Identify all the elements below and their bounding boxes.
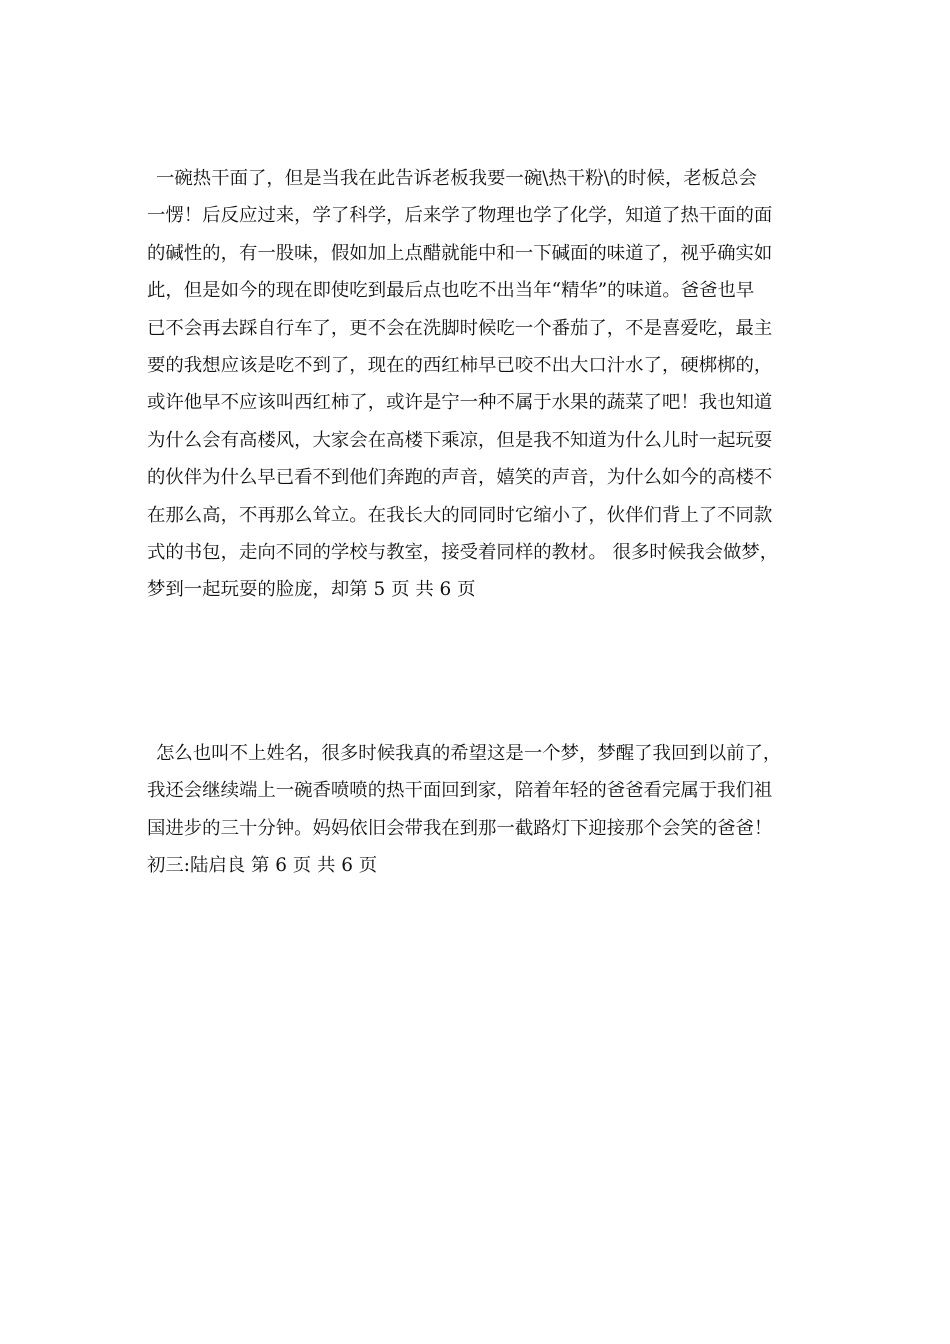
text-line: 式的书包，走向不同的学校与教室，接受着同样的教材。 很多时候我会做梦， [147,541,779,563]
text-line: 我还会继续端上一碗香喷喷的热干面回到家，陪着年轻的爸爸看完属于我们祖 [147,780,773,802]
text-line: 一碗热干面了，但是当我在此告诉老板我要一碗\热干粉\的时候，老板总会 [156,168,757,189]
text-line: 怎么也叫不上姓名，很多时候我真的希望这是一个梦，梦醒了我回到以前了， [156,743,782,764]
text-line: 国进步的三十分钟。妈妈依旧会带我在到那一截路灯下迎接那个会笑的爸爸！ [147,817,773,839]
text-line: 为什么会有高楼风，大家会在高楼下乘凉，但是我不知道为什么儿时一起玩耍 [147,429,773,451]
text-line: 在那么高，不再那么耸立。在我长大的同同时它缩小了，伙伴们背上了不同款 [147,504,773,526]
text-line: 的碱性的，有一股味，假如加上点醋就能中和一下碱面的味道了，视乎确实如 [147,242,773,264]
page-footer-line: 初三:陆启良 第 6 页 共 6 页 [147,855,378,877]
paragraph-page-5 [147,160,807,609]
paragraph-page-6 [147,735,807,885]
text-line: 或许他早不应该叫西红柿了，或许是宁一种不属于水果的蔬菜了吧！我也知道 [147,392,773,414]
text-line: 的伙伴为什么早已看不到他们奔跑的声音，嬉笑的声音，为什么如今的高楼不 [147,467,773,489]
text-line: 已不会再去踩自行车了，更不会在洗脚时候吃一个番茄了，不是喜爱吃，最主 [147,317,773,339]
page-footer-line: 梦到一起玩耍的脸庞，却第 5 页 共 6 页 [147,579,476,601]
text-line: 此，但是如今的现在即使吃到最后点也吃不出当年“精华”的味道。爸爸也早 [147,280,755,302]
text-line: 一愣！后反应过来，学了科学，后来学了物理也学了化学，知道了热干面的面 [147,205,773,227]
text-line: 要的我想应该是吃不到了，现在的西红柿早已咬不出大口汁水了，硬梆梆的， [147,354,773,376]
